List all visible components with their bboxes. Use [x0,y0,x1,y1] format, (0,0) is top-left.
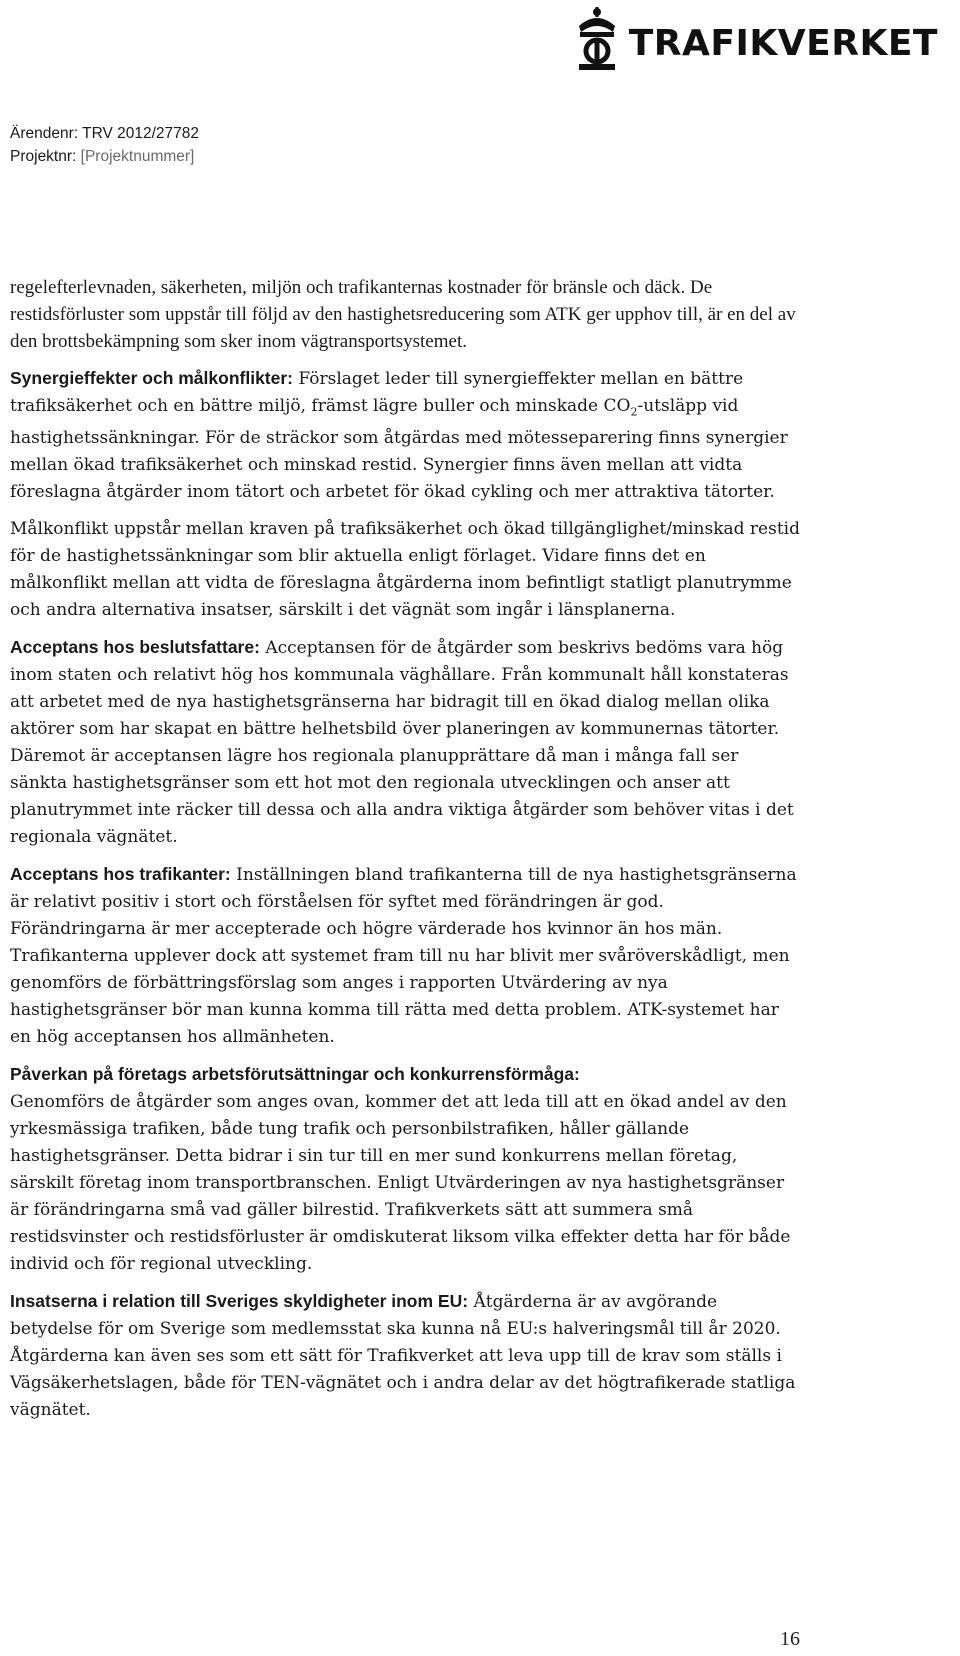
projekt-value: [Projektnummer] [80,148,195,165]
paragraph-eu-skyldigheter [10,1288,800,1424]
acceptans-trafikanter-text: Inställningen bland trafikanterna till de nya hastighetsgränserna är relativt positiv i stort och förståelsen för syftet med förändringen är god. Förändringarna är mer accepterade och högre värderade hos kvinnor än hos män. Trafikanterna upplever dock att systemet fram till nu har blivit mer svåröverskådligt, men genomförs de förbättringsförslag som anges i rapporten Utvärdering av nya hastighetsgränser bör man kunna komma till rätta med detta problem. ATK-systemet har en hög acceptansen hos allmänheten. [10,865,797,1048]
heading-paverkan-foretag: Påverkan på företags arbetsförutsättningar och konkurrensförmåga: [10,1064,580,1085]
acceptans-beslutsfattare-text: Acceptansen för de åtgärder som beskrivs bedöms vara hög inom staten och relativt hög hos kommunala väghållare. Från kommunalt håll konstateras att arbetet med de nya hastighetsgränserna har bidragit till en ökad dialog mellan olika aktörer som har skapat en bättre helhetsbild över planeringen av kommunernas tätorter. Däremot är acceptansen lägre hos regionala planupprättare då man i många fall ser sänkta hastighetsgränser som ett hot mot den regionala utvecklingen och anser att planutrymmet inte räcker till dessa och alla andra viktiga åtgärder som behöver vitas i det regionala vägnätet. [10,638,794,848]
paragraph-acceptans-beslutsfattare [10,634,800,851]
paragraph-acceptans-trafikanter [10,861,800,1051]
trafikverket-logo [571,6,938,74]
synergieffekter-text-b: -utsläpp vid hastighetssänkningar. För de sträckor som åtgärdas med mötesseparering finns synergier mellan ökad trafiksäkerhet och minskad restid. Synergier finns även mellan att vidta föreslagna åtgärder inom tätort och arbetet för ökad cykling och mer attraktiva tätorter. [10,396,788,503]
eu-skyldigheter-text: Åtgärderna är av avgörande betydelse för om Sverige som medlemsstat ska kunna nå EU:s halveringsmål till år 2020. Åtgärderna kan även ses som ett sätt för Trafikverket att leva upp till de krav som ställs i Vägsäkerhetslagen, både för TEN-vägnätet och i andra delar av det högtrafikerade statliga vägnätet. [10,1292,796,1421]
paragraph-malkonflikt: Målkonflikt uppstår mellan kraven på trafiksäkerhet och ökad tillgänglighet/minskad restid för de hastighetssänkningar som blir aktuella enligt förlaget. Vidare finns det en målkonflikt mellan att vidta de föreslagna åtgärderna inom befintligt statligt planutrymme och andra alternativa insatser, särskilt i det vägnät som ingår i länsplanerna. [10,519,800,621]
co2-subscript: 2 [630,405,638,419]
document-meta [10,122,199,168]
page-number: 16 [780,1628,800,1650]
logo-text: TRAFIKVERKET [628,23,938,64]
projekt-label: Projektnr: [10,148,77,165]
heading-acceptans-beslutsfattare: Acceptans hos beslutsfattare: [10,637,260,658]
paragraph-synergieffekter [10,365,800,506]
synergieffekter-text-a: Förslaget leder till synergieffekter mellan en bättre trafiksäkerhet och en bättre miljö, främst lägre buller och minskade CO [10,369,744,416]
arende-label: Ärendenr: [10,125,79,142]
arende-value: TRV 2012/27782 [82,125,200,142]
paragraph-paverkan-foretag [10,1061,800,1278]
document-body [10,274,800,1434]
paragraph-intro: regelefterlevnaden, säkerheten, miljön och trafikanternas kostnader för bränsle och däck. De restidsförluster som uppstår till följd av den hastighetsreducering som ATK ger upphov till, är en del av den brottsbekämpning som sker inom vägtransportsystemet. [10,277,796,352]
heading-synergieffekter: Synergieffekter och målkonflikter: [10,368,293,388]
crown-icon [571,6,623,74]
arende-line [10,122,199,145]
paverkan-foretag-text: Genomförs de åtgärder som anges ovan, kommer det att leda till att en ökad andel av den yrkesmässiga trafiken, både tung trafik och personbilstrafiken, håller gällande hastighetsgränser. Detta bidrar i sin tur till en mer sund konkurrens mellan företag, särskilt företag inom transportbranschen. Enligt Utvärderingen av nya hastighetsgränser är förändringarna små vad gäller bilrestid. Trafikverkets sätt att summera små restidsvinster och restidsförluster är omdiskuterat liksom vilka effekter detta har för både individ och för regional utveckling. [10,1092,791,1275]
heading-acceptans-trafikanter: Acceptans hos trafikanter: [10,864,231,885]
projekt-line [10,145,199,168]
heading-eu-skyldigheter: Insatserna i relation till Sveriges skyldigheter inom EU: [10,1291,469,1312]
